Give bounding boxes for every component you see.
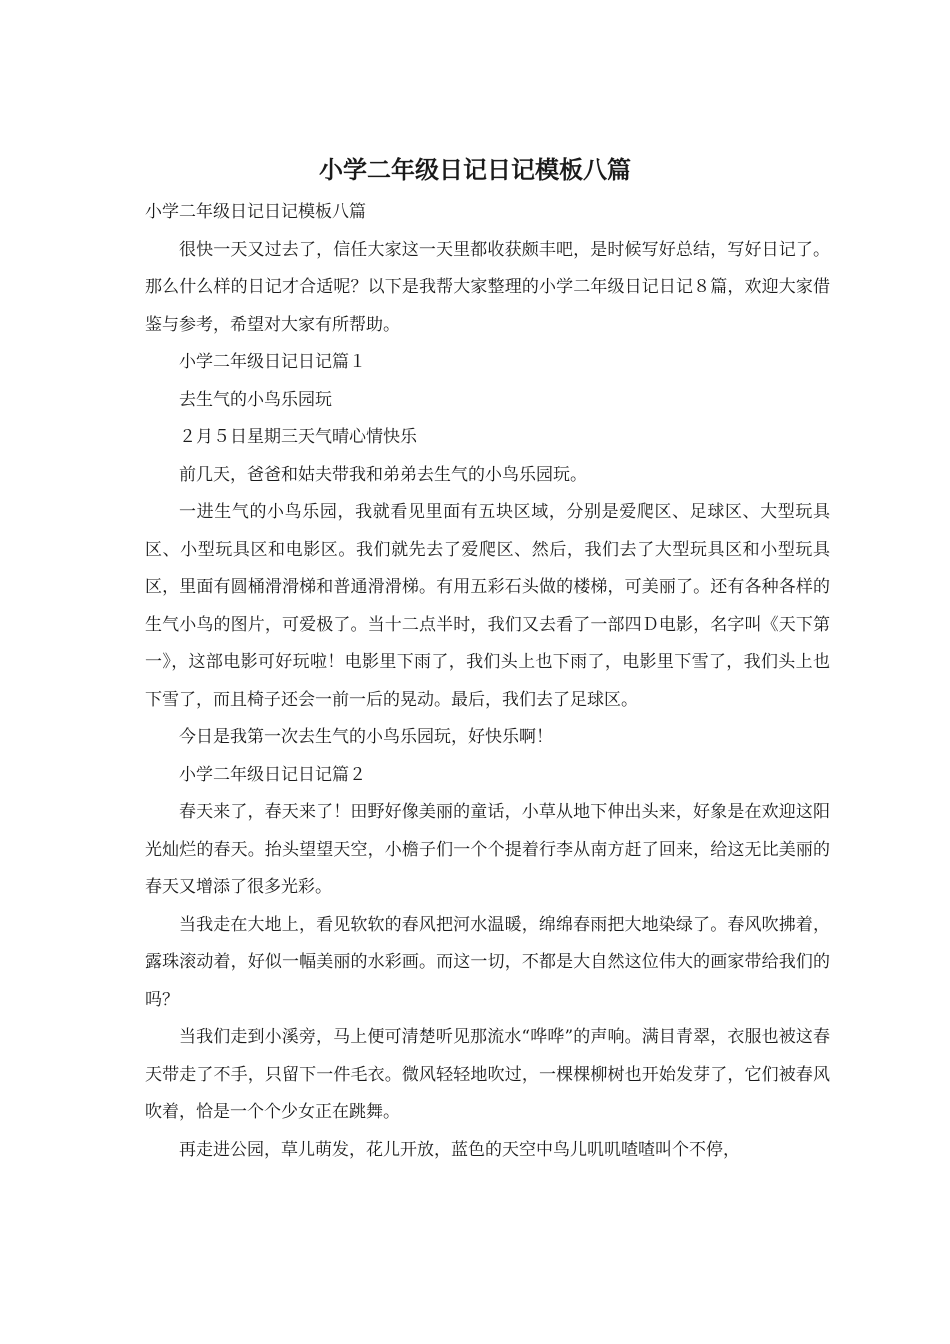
- paragraph: 一进生气的小鸟乐园，我就看见里面有五块区域，分别是爱爬区、足球区、大型玩具区、小型玩具区和电影区。我们就先去了爱爬区、然后，我们去了大型玩具区和小型玩具区，里面有圆桶滑滑梯和普通滑滑梯。有用五彩石头做的楼梯，可美丽了。还有各种各样的生气小鸟的图片，可爱极了。当十二点半时，我们又去看了一部四Ｄ电影，名字叫《天下第一》，这部电影可好玩啦！电影里下雨了，我们头上也下雨了，电影里下雪了，我们头上也下雪了，而且椅子还会一前一后的晃动。最后，我们去了足球区。: [145, 502, 830, 710]
- paragraph: 春天来了，春天来了！田野好像美丽的童话，小草从地下伸出头来，好象是在欢迎这阳光灿烂的春天。抬头望望天空，小檐子们一个个提着行李从南方赶了回来，给这无比美丽的春天又增添了很多光彩。: [145, 802, 830, 897]
- section-heading: 小学二年级日记日记篇２: [179, 764, 366, 785]
- paragraph: 很快一天又过去了，信任大家这一天里都收获颇丰吧，是时候写好总结，写好日记了。那么什么样的日记才合适呢？以下是我帮大家整理的小学二年级日记日记８篇，欢迎大家借鉴与参考，希望对大家有所帮助。: [145, 239, 830, 335]
- paragraph: 再走进公园，草儿萌发，花儿开放，蓝色的天空中鸟儿叽叽喳喳叫个不停，: [179, 1139, 740, 1160]
- paragraph: 当我走在大地上，看见软软的春风把河水温暖，绵绵春雨把大地染绿了。春风吹拂着，露珠滚动着，好似一幅美丽的水彩画。而这一切，不都是大自然这位伟大的画家带给我们的吗？: [145, 914, 830, 1010]
- paragraph: 前几天，爸爸和姑夫带我和弟弟去生气的小鸟乐园玩。: [179, 464, 587, 485]
- paragraph: 当我们走到小溪旁，马上便可清楚听见那流水“哗哗”的声响。满目青翠，衣服也被这春天带走了不手，只留下一件毛衣。微风轻轻地吹过，一棵棵柳树也开始发芽了，它们被春风吹着，恰是一个个少女正在跳舞。: [145, 1027, 830, 1122]
- document-title: 小学二年级日记日记模板八篇: [319, 155, 631, 184]
- document-body: [145, 194, 830, 1169]
- paragraph: 今日是我第一次去生气的小鸟乐园玩，好快乐啊！: [179, 727, 553, 747]
- diary-date-line: ２月５日星期三天气晴心情快乐: [179, 427, 417, 447]
- diary-title: 去生气的小鸟乐园玩: [179, 389, 332, 410]
- paragraph: 小学二年级日记日记模板八篇: [145, 202, 366, 222]
- section-heading: 小学二年级日记日记篇１: [179, 352, 366, 372]
